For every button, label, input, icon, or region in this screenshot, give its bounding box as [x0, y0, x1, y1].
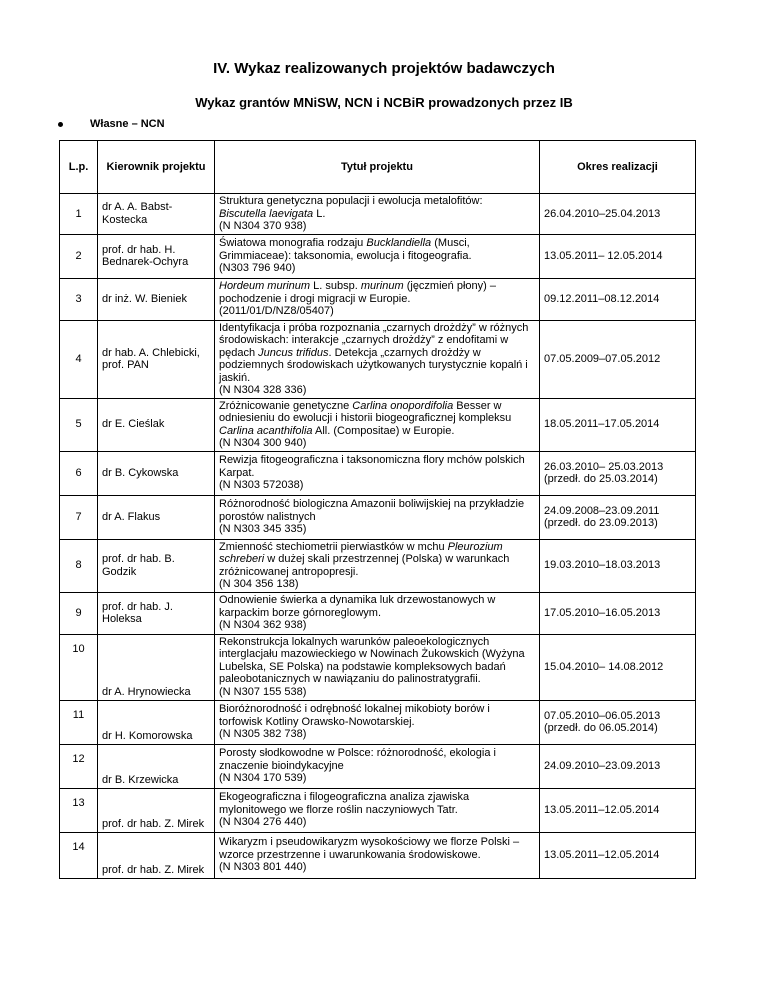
project-period: 17.05.2010–16.05.2013: [540, 592, 696, 634]
species-name: Carlina onopordifolia: [352, 399, 454, 412]
table-row: [60, 700, 696, 744]
project-leader: prof. dr hab. H. Bednarek-Ochyra: [98, 234, 215, 278]
title-text: Rekonstrukcja lokalnych warunków paleoekologicznych interglacjału mazowieckiego w Nowinach Żukowskich (Wyżyna Lubelska, SE Polska) na podstawie kompleksowych badań paleobotanicznych w nawiązaniu do palinostratygrafii.: [219, 635, 525, 686]
title-text: (N N304 300 940): [219, 437, 307, 449]
title-text: (N303 796 940): [219, 262, 296, 275]
title-text: (N N305 382 738): [219, 728, 307, 741]
species-name: Carlina acanthifolia: [219, 424, 313, 437]
project-leader: prof. dr hab. Z. Mirek: [98, 788, 215, 832]
project-period: 15.04.2010– 14.08.2012: [540, 634, 696, 700]
section-label: Własne – NCN: [90, 118, 165, 130]
project-period: 13.05.2011–12.05.2014: [540, 788, 696, 832]
table-row: [60, 194, 696, 235]
table-row: [60, 398, 696, 451]
project-title: [215, 278, 540, 320]
row-number: 1: [60, 194, 98, 235]
title-text: L. subsp.: [310, 280, 361, 293]
project-period: 18.05.2011–17.05.2014: [540, 398, 696, 451]
title-text: (N N304 362 938): [219, 619, 307, 632]
row-number: 6: [60, 451, 98, 495]
title-text: (N N304 170 539): [219, 772, 307, 785]
title-text: Besser w odniesieniu do ewolucji i historii biogeograficznej kompleksu: [219, 399, 512, 424]
section-bullet: [58, 118, 165, 130]
project-title: [215, 234, 540, 278]
project-period: 13.05.2011– 12.05.2014: [540, 234, 696, 278]
table-row: [60, 634, 696, 700]
row-number: 12: [60, 744, 98, 788]
project-period: 13.05.2011–12.05.2014: [540, 832, 696, 878]
title-text: (jęczmień płony) – pochodzenie i drogi migracji w Europie.: [219, 280, 496, 305]
project-title: [215, 398, 540, 451]
table-row: [60, 832, 696, 878]
title-text: Rewizja fitogeograficzna i taksonomiczna flory mchów polskich Karpat.: [219, 454, 525, 479]
species-name: Biscutella laevigata: [219, 207, 314, 220]
title-text: Identyfikacja i próba rozpoznania „czarnych drożdży” w różnych środowiskach: interakcje „czarnych drożdży” z endofitami w pędach: [219, 321, 529, 359]
project-title: [215, 744, 540, 788]
title-text: Zróżnicowanie genetyczne: [219, 399, 353, 412]
species-name: Bucklandiella: [366, 237, 432, 250]
row-number: 14: [60, 832, 98, 878]
project-leader: dr B. Cykowska: [98, 451, 215, 495]
title-text: . Detekcja „czarnych drożdży w podziemnych środowiskach użytkowanych turystycznie kopalń i jaskiń.: [219, 346, 528, 384]
row-number: 8: [60, 539, 98, 592]
species-name: murinum: [360, 280, 404, 293]
row-number: 2: [60, 234, 98, 278]
project-leader: prof. dr hab. J. Holeksa: [98, 592, 215, 634]
project-period: 07.05.2010–06.05.2013 (przedł. do 06.05.2014): [540, 700, 696, 744]
title-text: All. (Compositae) w Europie.: [312, 424, 455, 437]
title-text: w dużej skali przestrzennej (Polska) w warunkach zróżnicowanej antropopresji.: [219, 553, 510, 578]
row-number: 9: [60, 592, 98, 634]
title-text: Różnorodność biologiczna Amazonii boliwijskiej na przykładzie porostów nalistnych: [219, 498, 525, 523]
project-title: [215, 194, 540, 235]
project-leader: prof. dr hab. Z. Mirek: [98, 832, 215, 878]
title-text: Bioróżnorodność i odrębność lokalnej mikobioty borów i torfowisk Kotliny Orawsko-Nowotarskiej.: [219, 703, 490, 728]
table-row: [60, 592, 696, 634]
species-name: Juncus trifidus: [258, 346, 329, 359]
title-text: Wikaryzm i pseudowikaryzm wysokościowy we florze Polski – wzorce przestrzenne i uwarunkowania środowiskowe.: [219, 836, 520, 861]
project-period: 09.12.2011–08.12.2014: [540, 278, 696, 320]
column-header-leader: Kierownik projektu: [98, 141, 215, 194]
project-title: [215, 320, 540, 398]
title-text: (N N303 801 440): [219, 861, 307, 874]
title-text: (N N307 155 538): [219, 685, 307, 698]
title-text: Zmienność stechiometrii pierwiastków w mchu: [219, 540, 448, 553]
project-leader: dr A. Hrynowiecka: [98, 634, 215, 700]
row-number: 4: [60, 320, 98, 398]
title-text: Odnowienie świerka a dynamika luk drzewostanowych w karpackim borze górnoreglowym.: [219, 594, 496, 619]
project-leader: dr A. Flakus: [98, 495, 215, 539]
title-text: (N N304 370 938): [219, 220, 307, 232]
project-period: 26.04.2010–25.04.2013: [540, 194, 696, 235]
title-text: L.: [313, 207, 326, 220]
project-period: 26.03.2010– 25.03.2013 (przedł. do 25.03.2014): [540, 451, 696, 495]
project-period: 24.09.2008–23.09.2011 (przedł. do 23.09.2013): [540, 495, 696, 539]
title-text: (N N304 276 440): [219, 816, 307, 829]
title-text: (N N303 572038): [219, 479, 304, 492]
table-row: [60, 539, 696, 592]
project-leader: dr E. Cieślak: [98, 398, 215, 451]
table-header-row: [60, 141, 696, 194]
row-number: 3: [60, 278, 98, 320]
page-heading: IV. Wykaz realizowanych projektów badawczych: [213, 60, 555, 77]
table-row: [60, 744, 696, 788]
project-leader: dr H. Komorowska: [98, 700, 215, 744]
row-number: 13: [60, 788, 98, 832]
title-text: (N N303 345 335): [219, 523, 307, 536]
project-title: [215, 539, 540, 592]
project-leader: dr A. A. Babst-Kostecka: [98, 194, 215, 235]
project-leader: dr hab. A. Chlebicki, prof. PAN: [98, 320, 215, 398]
project-period: 07.05.2009–07.05.2012: [540, 320, 696, 398]
row-number: 10: [60, 634, 98, 700]
table-row: [60, 320, 696, 398]
row-number: 7: [60, 495, 98, 539]
title-text: (2011/01/D/NZ8/05407): [219, 305, 334, 318]
title-text: Ekogeograficzna i filogeograficzna analiza zjawiska mylonitowego we florze roślin naczyniowych Tatr.: [219, 791, 470, 816]
species-name: Hordeum murinum: [219, 280, 311, 293]
project-title: [215, 788, 540, 832]
row-number: 5: [60, 398, 98, 451]
title-text: Struktura genetyczna populacji i ewolucja metalofitów:: [219, 195, 483, 207]
column-header-title: Tytuł projektu: [215, 141, 540, 194]
title-text: (N N304 328 336): [219, 384, 307, 396]
table-row: [60, 234, 696, 278]
row-number: 11: [60, 700, 98, 744]
table-row: [60, 451, 696, 495]
project-title: [215, 451, 540, 495]
project-leader: dr inż. W. Bieniek: [98, 278, 215, 320]
bullet-icon: [58, 122, 63, 127]
title-text: Porosty słodkowodne w Polsce: różnorodność, ekologia i znaczenie bioindykacyjne: [219, 747, 496, 772]
project-leader: dr B. Krzewicka: [98, 744, 215, 788]
projects-table: [59, 140, 696, 879]
project-title: [215, 592, 540, 634]
title-text: (Musci, Grimmiaceae): taksonomia, ewolucja i fitogeografia.: [219, 237, 472, 262]
project-title: [215, 832, 540, 878]
title-text: Światowa monografia rodzaju: [219, 237, 367, 250]
column-header-period: Okres realizacji: [540, 141, 696, 194]
project-period: 24.09.2010–23.09.2013: [540, 744, 696, 788]
species-name: Pleurozium schreberi: [219, 540, 503, 565]
page-subheading: Wykaz grantów MNiSW, NCN i NCBiR prowadzonych przez IB: [195, 95, 573, 110]
project-title: [215, 634, 540, 700]
title-text: (N 304 356 138): [219, 578, 299, 590]
project-title: [215, 700, 540, 744]
column-header-lp: L.p.: [60, 141, 98, 194]
table-row: [60, 278, 696, 320]
project-title: [215, 495, 540, 539]
table-row: [60, 788, 696, 832]
project-period: 19.03.2010–18.03.2013: [540, 539, 696, 592]
project-leader: prof. dr hab. B. Godzik: [98, 539, 215, 592]
table-row: [60, 495, 696, 539]
